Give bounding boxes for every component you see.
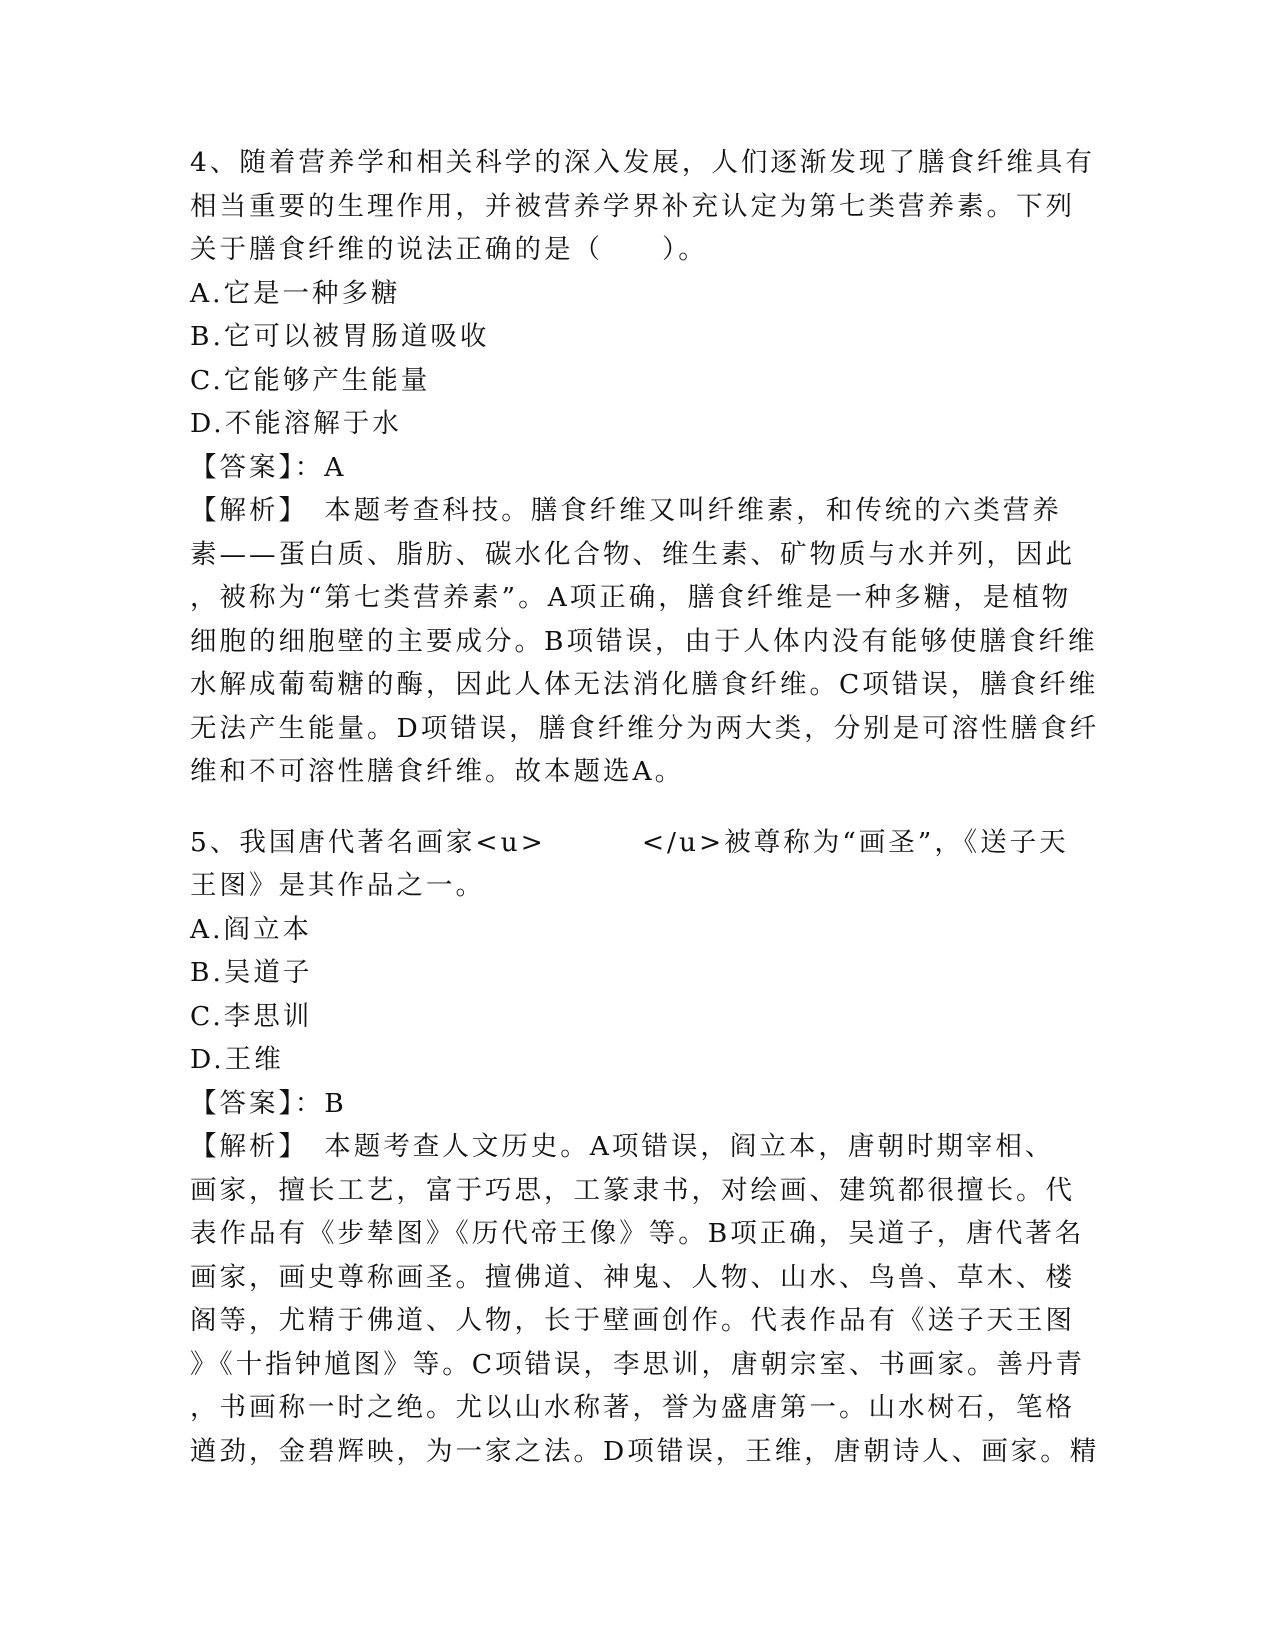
analysis-line: ，被称为“第七类营养素”。A项正确，膳食纤维是一种多糖，是植物 (190, 582, 1072, 613)
analysis-line: 》《十指钟馗图》等。C项错误，李思训，唐朝宗室、书画家。善丹青 (190, 1348, 1086, 1380)
analysis-line: 遒劲，金碧辉映，为一家之法。D项错误，王维，唐朝诗人、画家。精 (190, 1435, 1100, 1467)
answer-value: B (324, 1087, 347, 1119)
analysis-label: 【解析】 (190, 495, 295, 526)
option-a: A.它是一种多糖 (190, 277, 401, 309)
analysis-text: 本题考查人文历史。A项错误，阎立本，唐朝时期宰相、 (294, 1131, 1055, 1162)
question-separator (190, 794, 1090, 821)
question-stem (190, 141, 1095, 272)
analysis-line: 水解成葡萄糖的酶，因此人体无法消化膳食纤维。C项错误，膳食纤维 (190, 669, 1099, 700)
stem-text-after-blank: </u>被尊称为“画圣”，《送子天 (641, 826, 1069, 858)
question-4 (190, 141, 1100, 794)
analysis-line: ，书画称一时之绝。尤以山水称著，誉为盛唐第一。山水树石，笔格 (190, 1392, 1075, 1423)
option-d: D.王维 (190, 1044, 284, 1075)
document-page (190, 141, 1100, 1473)
stem-line: 关于膳食纤维的说法正确的是（ ）。 (190, 234, 708, 265)
question-stem (190, 821, 1090, 908)
analysis-line: 素——蛋白质、脂肪、碳水化合物、维生素、矿物质与水并列，因此 (190, 538, 1075, 570)
option-list (190, 908, 1090, 1082)
option-b: B.它可以被胃肠道吸收 (190, 321, 490, 352)
analysis-line: 细胞的细胞壁的主要成分。B项错误，由于人体内没有能够使膳食纤维 (190, 625, 1098, 657)
option-list (190, 272, 1090, 446)
analysis-line: 画家，擅长工艺，富于巧思，工篆隶书，对绘画、建筑都很擅长。代 (190, 1174, 1075, 1206)
stem-line: 王图》是其作品之一。 (190, 870, 485, 901)
analysis-line: 画家，画史尊称画圣。擅佛道、神鬼、人物、山水、鸟兽、草木、楼 (190, 1261, 1075, 1293)
analysis (190, 489, 1100, 794)
analysis-line: 维和不可溶性膳食纤维。故本题选A。 (190, 756, 685, 787)
analysis-line: 无法产生能量。D项错误，膳食纤维分为两大类，分别是可溶性膳食纤 (190, 712, 1100, 744)
answer-line (190, 446, 1090, 490)
answer-line (190, 1082, 1090, 1126)
question-5 (190, 821, 1100, 1474)
analysis-line: 阁等，尤精于佛道、人物，长于壁画创作。代表作品有《送子天王图 (190, 1305, 1075, 1336)
answer-value: A (324, 451, 347, 483)
answer-label: 【答案】： (190, 1087, 325, 1119)
stem-text-before-blank: 5、我国唐代著名画家<u> (190, 826, 546, 858)
option-d: D.不能溶解于水 (190, 408, 402, 439)
stem-line (190, 821, 1090, 865)
analysis-label: 【解析】 (190, 1131, 295, 1162)
answer-label: 【答案】： (190, 451, 325, 483)
option-c: C.李思训 (190, 1000, 313, 1032)
option-b: B.吴道子 (190, 957, 313, 988)
analysis-line (190, 489, 1090, 533)
option-a: A.阎立本 (190, 913, 313, 945)
stem-line: 相当重要的生理作用，并被营养学界补充认定为第七类营养素。下列 (190, 190, 1075, 222)
analysis (190, 1125, 1100, 1473)
analysis-line: 表作品有《步辇图》《历代帝王像》等。B项正确，吴道子，唐代著名 (190, 1218, 1085, 1249)
analysis-line (190, 1125, 1090, 1169)
stem-line: 4、随着营养学和相关科学的深入发展，人们逐渐发现了膳食纤维具有 (190, 147, 1095, 178)
option-c: C.它能够产生能量 (190, 364, 431, 396)
analysis-text: 本题考查科技。膳食纤维又叫纤维素，和传统的六类营养 (294, 495, 1062, 526)
